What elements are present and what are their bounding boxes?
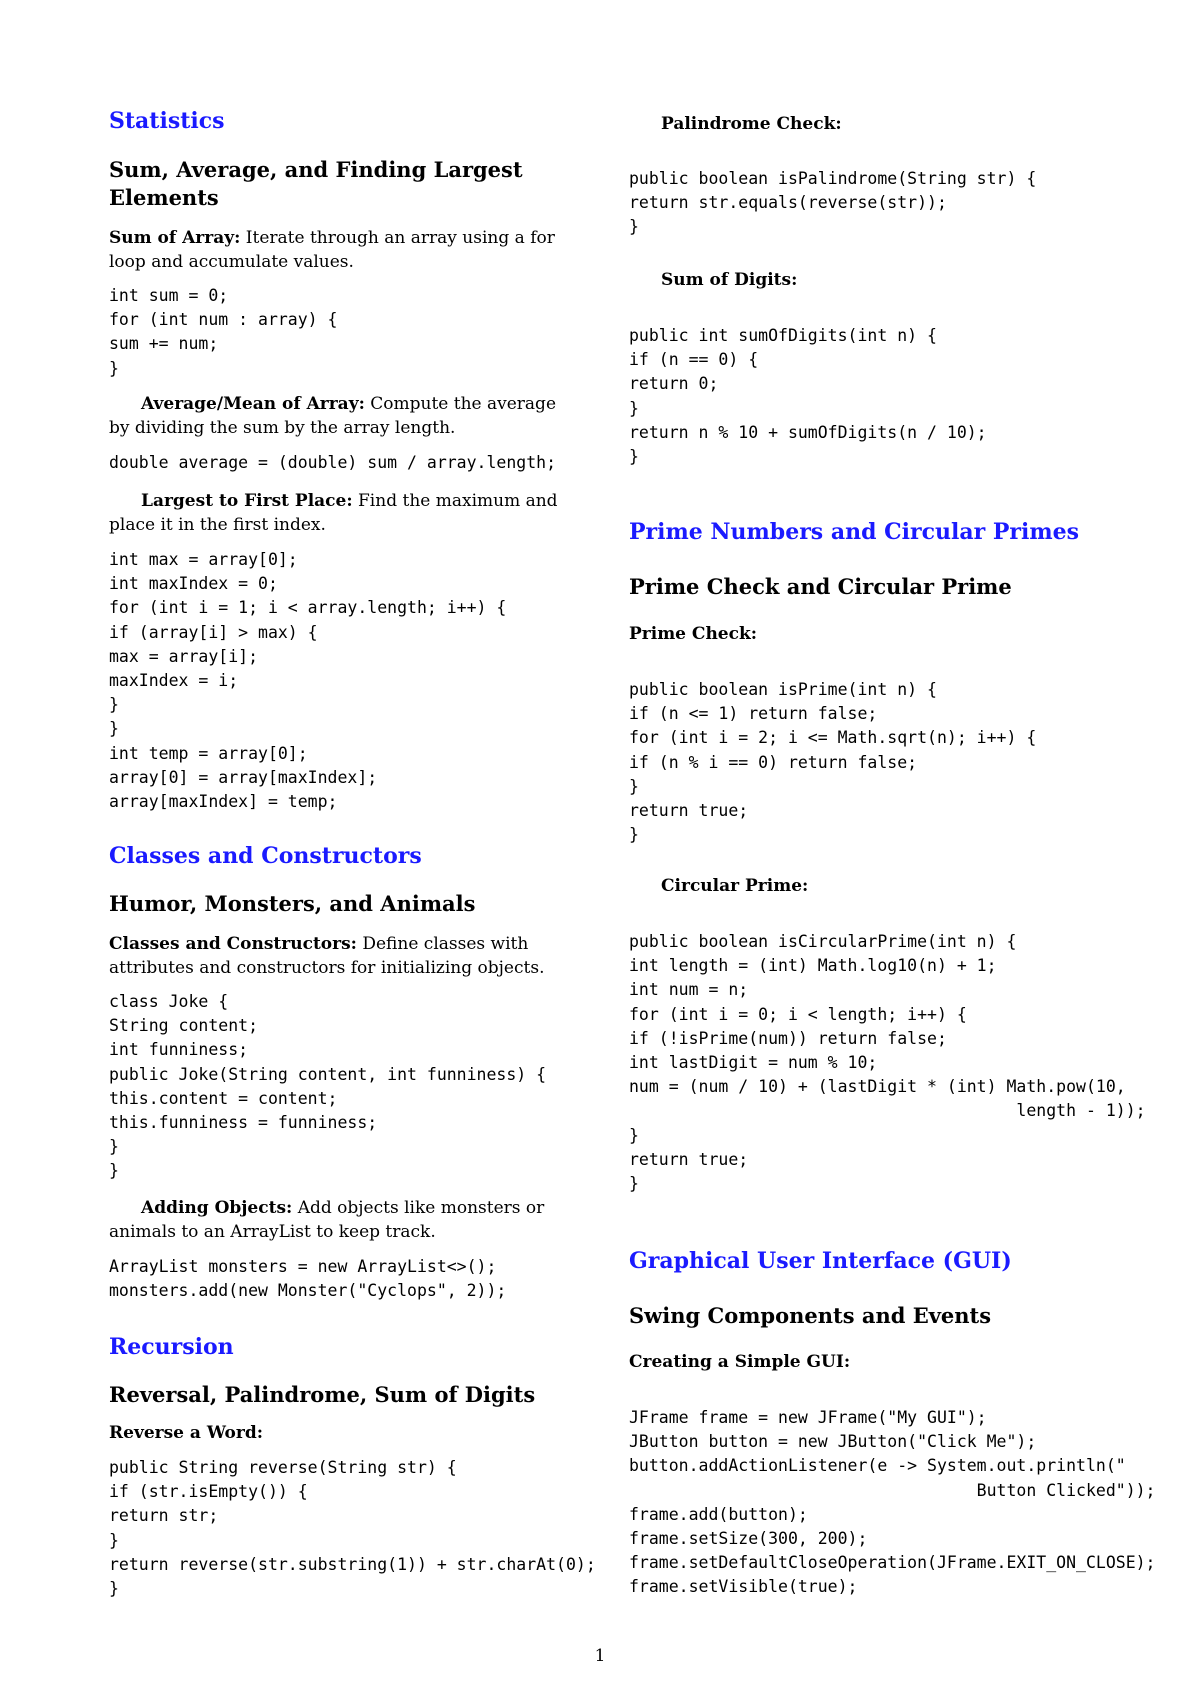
- paragraph-sum-of-digits: [661, 268, 797, 292]
- term-simple-gui: Creating a Simple GUI:: [629, 1352, 851, 1372]
- paragraph-adding-objects: [109, 1196, 579, 1244]
- paragraph-largest-first: [109, 489, 579, 537]
- section-heading-gui: Graphical User Interface (GUI): [629, 1248, 1012, 1274]
- code-average: double average = (double) sum / array.length;: [109, 453, 557, 472]
- code-circular-prime: public boolean isCircularPrime(int n) { int length = (int) Math.log10(n) + 1; int num = n; for (int i = 0; i < length; i++) { if (!isPrime(num)) return false; int lastDigit = num % 10; num = (num / 10) + (lastDigit * (int) Math.pow(10, length - 1)); } return true; }: [629, 932, 1146, 1194]
- term-circular-prime: Circular Prime:: [661, 876, 809, 896]
- code-palindrome: public boolean isPalindrome(String str) { return str.equals(reverse(str)); }: [629, 169, 1037, 237]
- code-prime-check: public boolean isPrime(int n) { if (n <= 1) return false; for (int i = 2; i <= Math.sqrt(n); i++) { if (n % i == 0) return false; } return true; }: [629, 680, 1037, 845]
- code-reverse-word: public String reverse(String str) { if (str.isEmpty()) { return str; } return reverse(str.substring(1)) + str.charAt(0); }: [109, 1458, 596, 1599]
- text-largest-first: Find the maximum and place it in the first index.: [109, 491, 558, 535]
- page-number: 1: [594, 1646, 606, 1666]
- code-simple-gui: JFrame frame = new JFrame("My GUI"); JButton button = new JButton("Click Me"); button.addActionListener(e -> System.out.println(" Button Clicked")); frame.add(button); frame.setSize(300, 200); frame.setDefaultCloseOperation(JFrame.EXIT_ON_CLOSE); frame.setVisible(true);: [629, 1408, 1156, 1597]
- section-heading-statistics: Statistics: [109, 108, 225, 134]
- text-average: Compute the average by dividing the sum by the array length.: [109, 394, 557, 438]
- code-sum-array: int sum = 0; for (int num : array) { sum += num; }: [109, 286, 338, 378]
- term-classes-constructors: Classes and Constructors:: [109, 934, 357, 954]
- term-average: Average/Mean of Array:: [141, 394, 365, 414]
- term-largest-first: Largest to First Place:: [141, 491, 353, 511]
- term-palindrome-check: Palindrome Check:: [661, 114, 842, 134]
- subsection-heading-swing: Swing Components and Events: [629, 1303, 992, 1328]
- term-adding-objects: Adding Objects:: [141, 1198, 293, 1218]
- paragraph-prime-check: [629, 622, 757, 646]
- paragraph-classes-constructors: [109, 932, 579, 980]
- text-sum-of-array: Iterate through an array using a for loop and accumulate values.: [109, 228, 555, 272]
- paragraph-sum-of-array: [109, 226, 579, 274]
- subsection-heading-prime-check: Prime Check and Circular Prime: [629, 574, 1012, 599]
- code-largest-first: int max = array[0]; int maxIndex = 0; for (int i = 1; i < array.length; i++) { if (array[i] > max) { max = array[i]; maxIndex = i; } } int temp = array[0]; array[0] = array[maxIndex]; array[maxIndex] = temp;: [109, 550, 507, 812]
- subsection-heading-reversal: Reversal, Palindrome, Sum of Digits: [109, 1382, 536, 1407]
- subsection-heading-humor: Humor, Monsters, and Animals: [109, 891, 476, 916]
- section-heading-classes: Classes and Constructors: [109, 843, 422, 869]
- term-reverse-word: Reverse a Word:: [109, 1423, 263, 1443]
- term-prime-check: Prime Check:: [629, 624, 758, 644]
- code-adding-objects: ArrayList monsters = new ArrayList<>(); monsters.add(new Monster("Cyclops", 2));: [109, 1257, 507, 1301]
- text-adding-objects: Add objects like monsters or animals to an ArrayList to keep track.: [109, 1198, 545, 1242]
- paragraph-average: [109, 392, 579, 440]
- text-classes-constructors: Define classes with attributes and constructors for initializing objects.: [109, 934, 545, 978]
- section-heading-recursion: Recursion: [109, 1334, 234, 1360]
- paragraph-simple-gui: [629, 1350, 850, 1374]
- term-sum-of-digits: Sum of Digits:: [661, 270, 798, 290]
- term-sum-of-array: Sum of Array:: [109, 228, 241, 248]
- paragraph-palindrome-check: [661, 112, 842, 136]
- section-heading-primes: Prime Numbers and Circular Primes: [629, 519, 1079, 545]
- paragraph-reverse-word: [109, 1421, 263, 1445]
- subsection-heading-sum-average: Sum, Average, and Finding Largest Elements: [109, 157, 523, 210]
- code-joke-class: class Joke { String content; int funniness; public Joke(String content, int funniness) { this.content = content; this.funniness = funniness; } }: [109, 992, 547, 1181]
- code-sum-of-digits: public int sumOfDigits(int n) { if (n == 0) { return 0; } return n % 10 + sumOfDigits(n / 10); }: [629, 326, 987, 467]
- paragraph-circular-prime: [661, 874, 808, 898]
